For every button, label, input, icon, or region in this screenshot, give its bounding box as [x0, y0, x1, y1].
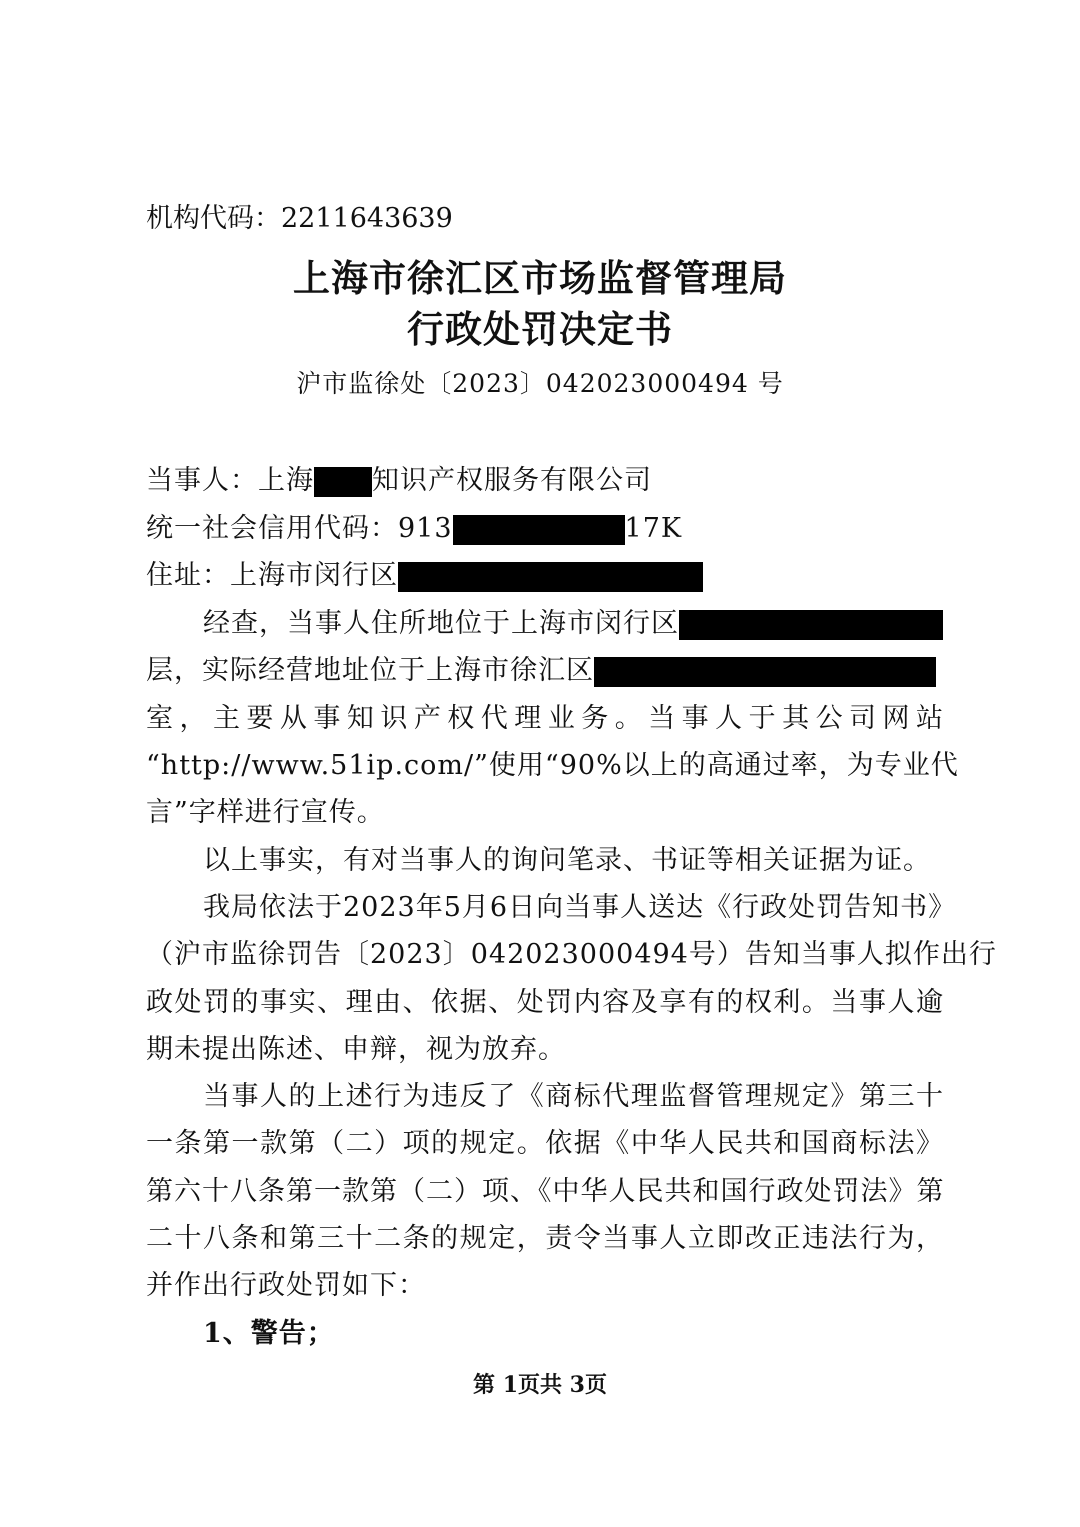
paragraph-4-line-5: 并作出行政处罚如下：: [146, 1270, 426, 1301]
paragraph-1-line-2: [146, 648, 936, 687]
redaction-bar: [453, 515, 625, 545]
paragraph-4-line-2: 一条第一款第（二）项的规定。依据《中华人民共和国商标法》: [146, 1128, 944, 1159]
document-title-line1: 上海市徐汇区市场监督管理局: [293, 256, 787, 300]
p1-line2-text: 层，实际经营地址位于上海市徐汇区: [146, 655, 594, 686]
paragraph-4-line-4: 二十八条和第三十二条的规定，责令当事人立即改正违法行为，: [146, 1223, 944, 1254]
redaction-bar: [679, 610, 943, 640]
address-prefix: 住址：上海市闵行区: [146, 560, 398, 591]
party-name-prefix: 当事人：上海: [146, 465, 314, 496]
paragraph-1-line-3: 室，主要从事知识产权代理业务。当事人于其公司网站: [146, 703, 944, 734]
redaction-bar: [594, 657, 936, 687]
credit-code-prefix: 统一社会信用代码：913: [146, 513, 453, 544]
paragraph-1-line-1: [203, 601, 943, 640]
party-name: [146, 458, 652, 497]
credit-code-suffix: 17K: [624, 513, 683, 544]
credit-code: [146, 506, 682, 545]
org-code: 机构代码：2211643639: [146, 203, 453, 234]
paragraph-3-line-4: 期未提出陈述、申辩，视为放弃。: [146, 1034, 566, 1065]
paragraph-4-line-1: 当事人的上述行为违反了《商标代理监督管理规定》第三十: [203, 1081, 944, 1112]
p1-line1-text: 经查，当事人住所地位于上海市闵行区: [203, 608, 679, 639]
paragraph-3-line-1: 我局依法于2023年5月6日向当事人送达《行政处罚告知书》: [203, 892, 957, 923]
paragraph-3-line-3: 政处罚的事实、理由、依据、处罚内容及享有的权利。当事人逾: [146, 987, 944, 1018]
paragraph-1-line-5: 言”字样进行宣传。: [146, 797, 385, 828]
document-title-line2: 行政处罚决定书: [407, 307, 673, 351]
document-number: 沪市监徐处〔2023〕042023000494 号: [296, 369, 784, 398]
penalty-item-1: 1、警告；: [203, 1318, 335, 1349]
paragraph-4-line-3: 第六十八条第一款第（二）项、《中华人民共和国行政处罚法》第: [146, 1176, 945, 1207]
page-footer: 第 1页共 3页: [473, 1372, 607, 1398]
paragraph-3-line-2: （沪市监徐罚告〔2023〕042023000494号）告知当事人拟作出行: [146, 939, 997, 970]
redaction-bar: [398, 562, 703, 592]
paragraph-2: 以上事实，有对当事人的询问笔录、书证等相关证据为证。: [203, 845, 931, 876]
paragraph-1-line-4: “http://www.51ip.com/”使用“90%以上的高通过率，为专业代: [146, 750, 959, 781]
address: [146, 553, 703, 592]
party-name-suffix: 知识产权服务有限公司: [372, 465, 652, 496]
redaction-bar: [314, 467, 372, 497]
